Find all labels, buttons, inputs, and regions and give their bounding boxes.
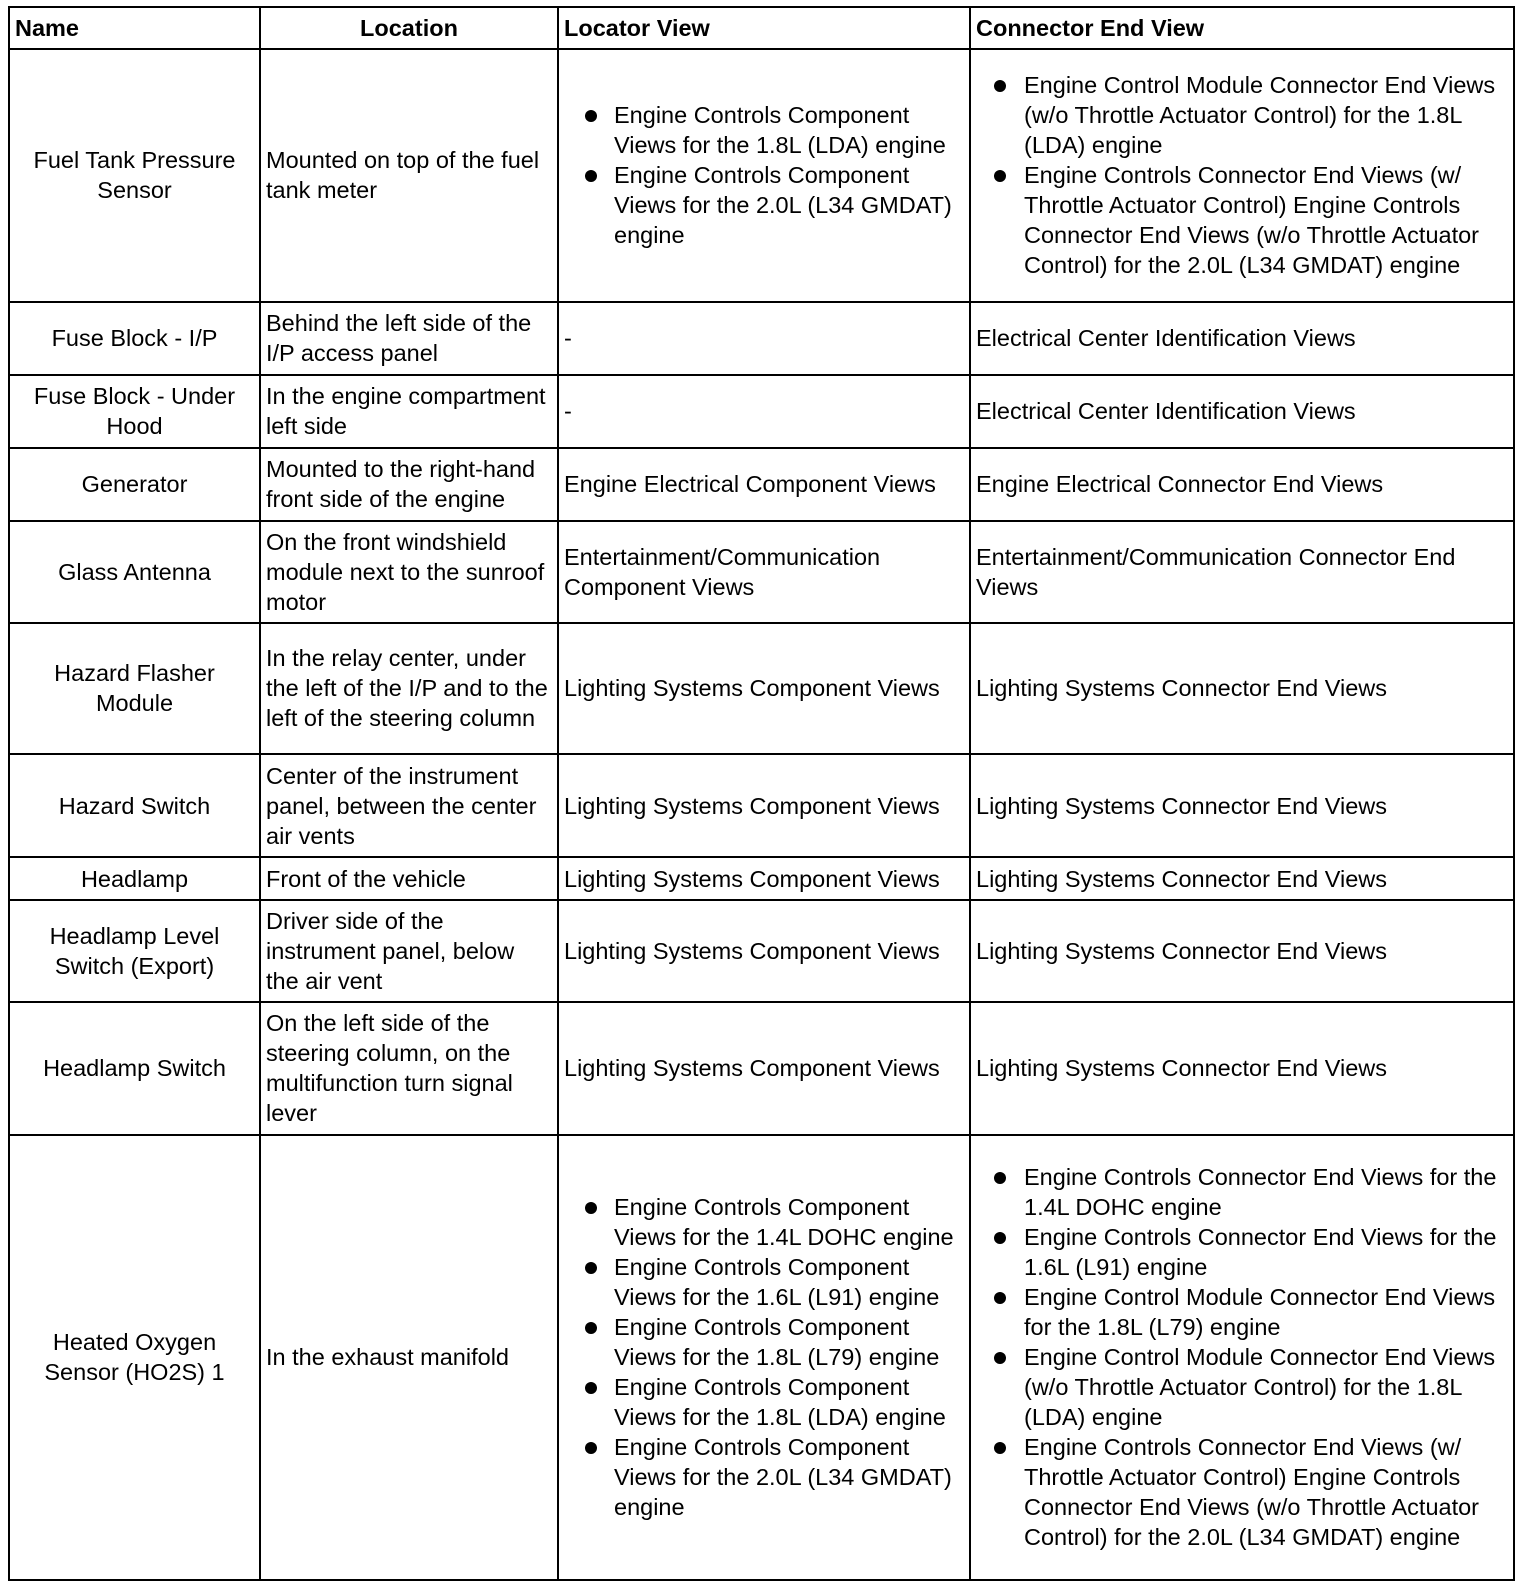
locator-view-link[interactable]: Lighting Systems Component Views (558, 623, 970, 755)
connector-end-view-cell (970, 49, 1514, 302)
locator-view-cell (558, 49, 970, 302)
header-location: Location (260, 7, 558, 49)
component-location: In the engine compartment left side (260, 375, 558, 448)
component-name: Fuse Block - Under Hood (9, 375, 260, 448)
table-row (9, 623, 1514, 755)
connector-end-view-link[interactable]: Engine Control Module Connector End Views for the 1.8L (L79) engine (976, 1282, 1508, 1342)
locator-view-link[interactable]: Engine Controls Component Views for the 1.8L (LDA) engine (564, 1372, 964, 1432)
locator-view-link[interactable]: Engine Controls Component Views for the 1.8L (L79) engine (564, 1312, 964, 1372)
component-location: Behind the left side of the I/P access panel (260, 302, 558, 375)
table-row (9, 448, 1514, 521)
table-row (9, 521, 1514, 623)
locator-view-link[interactable]: Engine Controls Component Views for the 1.8L (LDA) engine (564, 100, 964, 160)
component-location: Mounted to the right-hand front side of the engine (260, 448, 558, 521)
connector-end-view-cell (970, 1135, 1514, 1580)
connector-end-view-link[interactable]: Electrical Center Identification Views (970, 302, 1514, 375)
connector-end-view-link[interactable]: Engine Control Module Connector End Views (w/o Throttle Actuator Control) for the 1.8L (LDA) engine (976, 70, 1508, 160)
header-name: Name (9, 7, 260, 49)
component-location: Mounted on top of the fuel tank meter (260, 49, 558, 302)
component-name: Hazard Switch (9, 754, 260, 857)
component-name: Headlamp Switch (9, 1002, 260, 1135)
table-row (9, 857, 1514, 899)
locator-view-cell (558, 1135, 970, 1580)
locator-view-link[interactable]: Engine Controls Component Views for the 1.4L DOHC engine (564, 1192, 964, 1252)
table-row (9, 900, 1514, 1002)
component-location: On the left side of the steering column, on the multifunction turn signal lever (260, 1002, 558, 1135)
table-row (9, 754, 1514, 857)
component-name: Fuse Block - I/P (9, 302, 260, 375)
locator-view-link[interactable]: Engine Controls Component Views for the 2.0L (L34 GMDAT) engine (564, 1432, 964, 1522)
connector-end-view-link[interactable]: Engine Controls Connector End Views for the 1.4L DOHC engine (976, 1162, 1508, 1222)
table-header-row (9, 7, 1514, 49)
locator-view-link[interactable]: Entertainment/Communication Component Views (558, 521, 970, 623)
header-locator-view: Locator View (558, 7, 970, 49)
connector-end-view-link[interactable]: Engine Controls Connector End Views for the 1.6L (L91) engine (976, 1222, 1508, 1282)
connector-end-view-link[interactable]: Lighting Systems Connector End Views (970, 623, 1514, 755)
component-name: Fuel Tank Pressure Sensor (9, 49, 260, 302)
component-name: Hazard Flasher Module (9, 623, 260, 755)
connector-end-view-link[interactable]: Lighting Systems Connector End Views (970, 900, 1514, 1002)
component-location: On the front windshield module next to the sunroof motor (260, 521, 558, 623)
locator-view-link[interactable]: Lighting Systems Component Views (558, 900, 970, 1002)
component-name: Glass Antenna (9, 521, 260, 623)
connector-end-view-link[interactable]: Lighting Systems Connector End Views (970, 1002, 1514, 1135)
table-row (9, 49, 1514, 302)
component-location: Center of the instrument panel, between the center air vents (260, 754, 558, 857)
component-location: Front of the vehicle (260, 857, 558, 899)
component-name: Headlamp Level Switch (Export) (9, 900, 260, 1002)
connector-end-view-link[interactable]: Engine Electrical Connector End Views (970, 448, 1514, 521)
table-row (9, 302, 1514, 375)
connector-end-view-link[interactable]: Lighting Systems Connector End Views (970, 754, 1514, 857)
table-row (9, 1002, 1514, 1135)
component-locator-table (8, 6, 1515, 1581)
locator-view-link[interactable]: Lighting Systems Component Views (558, 1002, 970, 1135)
locator-view-link[interactable]: Lighting Systems Component Views (558, 857, 970, 899)
component-location: In the relay center, under the left of the I/P and to the left of the steering column (260, 623, 558, 755)
connector-end-view-link[interactable]: Engine Controls Connector End Views (w/ Throttle Actuator Control) Engine Controls Connector End Views (w/o Throttle Actuator Control) for the 2.0L (L34 GMDAT) engine (976, 1432, 1508, 1552)
locator-view-link[interactable]: Engine Controls Component Views for the 1.6L (L91) engine (564, 1252, 964, 1312)
header-connector-end-view: Connector End View (970, 7, 1514, 49)
connector-end-view-link[interactable]: Engine Controls Connector End Views (w/ Throttle Actuator Control) Engine Controls Connector End Views (w/o Throttle Actuator Control) for the 2.0L (L34 GMDAT) engine (976, 160, 1508, 280)
connector-end-view-link[interactable]: Electrical Center Identification Views (970, 375, 1514, 448)
component-name: Headlamp (9, 857, 260, 899)
connector-end-view-link[interactable]: Entertainment/Communication Connector End Views (970, 521, 1514, 623)
component-location: Driver side of the instrument panel, below the air vent (260, 900, 558, 1002)
component-name: Generator (9, 448, 260, 521)
locator-view-link[interactable]: Lighting Systems Component Views (558, 754, 970, 857)
component-name: Heated Oxygen Sensor (HO2S) 1 (9, 1135, 260, 1580)
table-row (9, 1135, 1514, 1580)
connector-end-view-link[interactable]: Lighting Systems Connector End Views (970, 857, 1514, 899)
locator-view-cell: - (558, 302, 970, 375)
table-row (9, 375, 1514, 448)
locator-view-cell: - (558, 375, 970, 448)
component-location: In the exhaust manifold (260, 1135, 558, 1580)
locator-view-link[interactable]: Engine Electrical Component Views (558, 448, 970, 521)
locator-view-link[interactable]: Engine Controls Component Views for the 2.0L (L34 GMDAT) engine (564, 160, 964, 250)
connector-end-view-link[interactable]: Engine Control Module Connector End Views (w/o Throttle Actuator Control) for the 1.8L (LDA) engine (976, 1342, 1508, 1432)
